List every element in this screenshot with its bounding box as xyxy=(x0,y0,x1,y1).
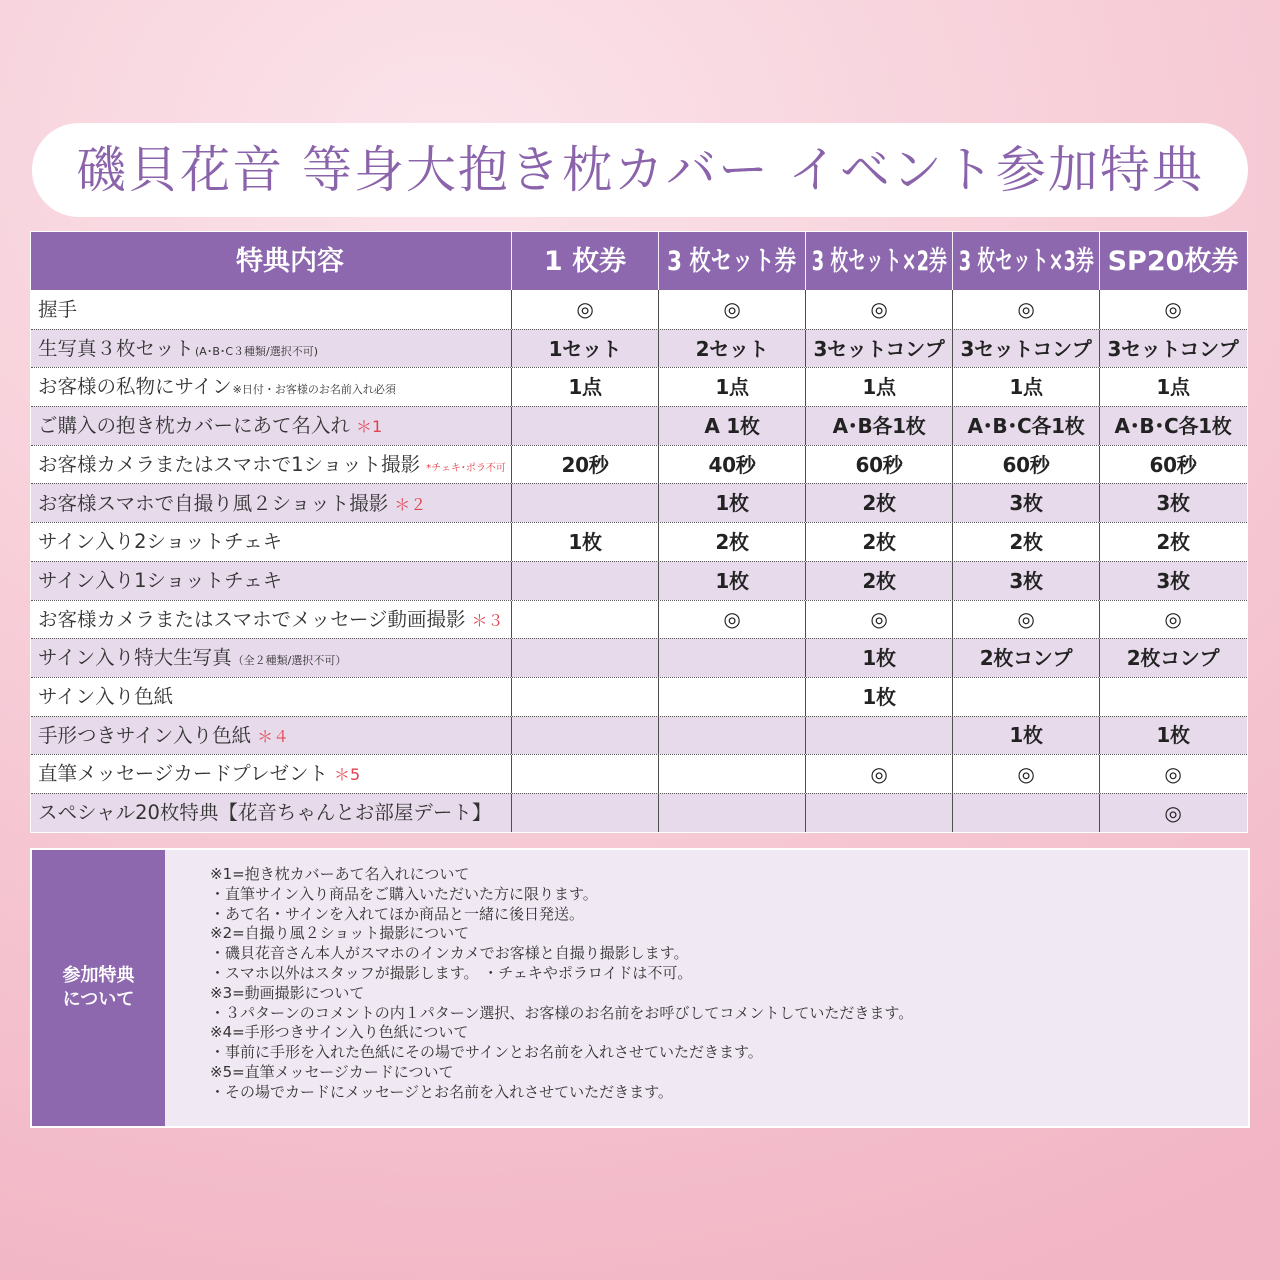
benefit-label-cell xyxy=(31,484,511,522)
header-benefit-content xyxy=(31,232,511,290)
benefit-label-wrap xyxy=(38,648,346,668)
value-3-set: A 1枚 xyxy=(658,407,805,445)
value-3-set-x3: 1点 xyxy=(952,368,1099,406)
benefit-note: ※日付・お客様のお名前入れ必須 xyxy=(232,383,396,397)
benefit-row-message-video xyxy=(31,600,1247,639)
value-3-set-x3: A･B･C各1枚 xyxy=(952,407,1099,445)
benefit-label-cell xyxy=(31,639,511,677)
benefit-label-wrap xyxy=(38,723,290,747)
value-3-set-x2: A･B各1枚 xyxy=(805,407,952,445)
value-sp20: ◎ xyxy=(1099,755,1246,793)
title-banner xyxy=(32,123,1248,217)
value-3-set: 40秒 xyxy=(658,446,805,484)
note-line: ・直筆サイン入り商品をご購入いただいた方に限ります。 xyxy=(210,884,598,903)
note-line: ※3=動画撮影について xyxy=(210,983,365,1002)
benefit-row-personal-item-signature xyxy=(31,367,1247,406)
benefit-label-cell xyxy=(31,523,511,561)
value-3-set-x3 xyxy=(952,678,1099,716)
benefit-label-wrap xyxy=(38,607,504,631)
value-1-ticket: 1点 xyxy=(511,368,658,406)
table-header-row xyxy=(31,232,1247,290)
value-3-set-x2: 60秒 xyxy=(805,446,952,484)
value-3-set xyxy=(658,639,805,677)
benefit-label-wrap xyxy=(38,764,360,784)
value-1-ticket xyxy=(511,678,658,716)
notes-heading-line: 参加特典 xyxy=(62,965,135,986)
benefit-row-one-shot-photo xyxy=(31,445,1247,484)
note-line: ※5=直筆メッセージカードについて xyxy=(210,1062,454,1081)
benefit-note: (A･B･C３種類/選択不可) xyxy=(195,344,319,358)
value-sp20: A･B･C各1枚 xyxy=(1099,407,1246,445)
benefit-note: （全２種類/選択不可） xyxy=(232,654,347,668)
value-3-set-x2: ◎ xyxy=(805,290,952,329)
value-3-set-x3: 3セットコンプ xyxy=(952,330,1099,368)
benefit-label-cell xyxy=(31,562,511,600)
benefit-label-wrap xyxy=(38,416,382,436)
value-3-set-x3: 60秒 xyxy=(952,446,1099,484)
value-3-set-x2: 1枚 xyxy=(805,678,952,716)
benefit-label: スペシャル20枚特典【花音ちゃんとお部屋デート】 xyxy=(38,801,492,825)
value-3-set-x3: ◎ xyxy=(952,290,1099,329)
value-1-ticket: 1枚 xyxy=(511,523,658,561)
value-3-set: 2セット xyxy=(658,330,805,368)
value-3-set-x2 xyxy=(805,794,952,832)
header-label: 特典内容 xyxy=(236,245,344,277)
benefit-label-wrap xyxy=(38,452,506,476)
value-3-set-x3: 2枚コンプ xyxy=(952,639,1099,677)
value-sp20: 60秒 xyxy=(1099,446,1246,484)
benefit-label-cell xyxy=(31,407,511,445)
header-3-set-x2 xyxy=(805,232,952,290)
value-3-set: 1枚 xyxy=(658,484,805,522)
benefit-table xyxy=(30,231,1248,833)
footnote-marker: ＊1 xyxy=(356,417,383,437)
value-sp20: 3枚 xyxy=(1099,562,1246,600)
value-3-set-x2: 1点 xyxy=(805,368,952,406)
benefit-row-signed-two-shot-cheki xyxy=(31,522,1247,561)
value-3-set-x2: 1枚 xyxy=(805,639,952,677)
header-3-set-x3 xyxy=(952,232,1099,290)
footnote-marker: ＊３ xyxy=(471,610,504,630)
note-line: ・スマホ以外はスタッフが撮影します。 ・チェキやポラロイドは不可。 xyxy=(210,963,693,982)
notes-body xyxy=(165,850,1248,1126)
value-3-set: 2枚 xyxy=(658,523,805,561)
benefit-label-cell xyxy=(31,678,511,716)
value-sp20: 3セットコンプ xyxy=(1099,330,1246,368)
value-sp20: 1点 xyxy=(1099,368,1246,406)
benefit-label-cell xyxy=(31,290,511,329)
benefit-label: ご購入の抱き枕カバーにあて名入れ xyxy=(38,414,351,438)
benefit-row-special-room-date xyxy=(31,793,1247,832)
benefit-label-cell xyxy=(31,368,511,406)
benefit-label-wrap xyxy=(38,377,396,397)
benefit-label-cell xyxy=(31,601,511,639)
value-3-set-x3: 3枚 xyxy=(952,562,1099,600)
value-1-ticket xyxy=(511,794,658,832)
benefit-label: サイン入り1ショットチェキ xyxy=(38,568,283,592)
note-line: ・３パターンのコメントの内１パターン選択、お客様のお名前をお呼びしてコメントしていただきます。 xyxy=(210,1003,914,1022)
benefit-label: 直筆メッセージカードプレゼント xyxy=(38,762,328,786)
value-3-set: ◎ xyxy=(658,290,805,329)
value-sp20: ◎ xyxy=(1099,290,1246,329)
benefit-row-signed-shikishi xyxy=(31,677,1247,716)
benefit-label-wrap xyxy=(38,532,282,552)
benefit-label-wrap xyxy=(38,684,174,708)
note-line: ・その場でカードにメッセージとお名前を入れさせていただきます。 xyxy=(210,1082,673,1101)
notes-heading xyxy=(32,850,165,1126)
value-sp20 xyxy=(1099,678,1246,716)
value-3-set-x2: 2枚 xyxy=(805,562,952,600)
footnote-marker: ＊２ xyxy=(394,494,427,514)
benefit-row-selfie-two-shot xyxy=(31,483,1247,522)
benefit-label-cell xyxy=(31,446,511,484)
benefit-label-cell xyxy=(31,755,511,793)
benefit-row-name-writing xyxy=(31,406,1247,445)
header-label: 3 枚セット券 xyxy=(667,245,797,277)
benefit-label-cell xyxy=(31,330,511,368)
benefit-label-wrap xyxy=(38,297,78,321)
value-3-set-x3: 2枚 xyxy=(952,523,1099,561)
value-3-set-x2: ◎ xyxy=(805,755,952,793)
benefit-warning-note: *チェキ･ポラ不可 xyxy=(426,462,506,474)
benefit-label: お客様の私物にサイン xyxy=(38,375,232,399)
value-3-set-x2: 2枚 xyxy=(805,523,952,561)
value-1-ticket: 1セット xyxy=(511,330,658,368)
page-title: 磯貝花音 等身大抱き枕カバー イベント参加特典 xyxy=(76,141,1204,199)
value-1-ticket xyxy=(511,562,658,600)
note-line: ・事前に手形を入れた色紙にその場でサインとお名前を入れさせていただきます。 xyxy=(210,1043,763,1062)
header-label: 3 枚セット×3券 xyxy=(958,245,1094,277)
value-3-set-x3: 1枚 xyxy=(952,717,1099,755)
benefit-row-message-card xyxy=(31,754,1247,793)
header-3-set xyxy=(658,232,805,290)
benefit-label: サイン入り2ショットチェキ xyxy=(38,530,283,554)
note-line: ※4=手形つきサイン入り色紙について xyxy=(210,1023,469,1042)
benefit-label-cell xyxy=(31,794,511,832)
header-label: SP20枚券 xyxy=(1107,245,1239,277)
benefit-row-handprint-shikishi xyxy=(31,716,1247,755)
benefit-label: サイン入り特大生写真 xyxy=(38,646,232,670)
value-1-ticket: ◎ xyxy=(511,290,658,329)
value-3-set xyxy=(658,755,805,793)
value-1-ticket xyxy=(511,484,658,522)
value-sp20: ◎ xyxy=(1099,794,1246,832)
header-label: 1 枚券 xyxy=(543,245,627,277)
benefit-notes-box xyxy=(30,848,1250,1128)
benefit-label: 生写真３枚セット xyxy=(38,336,195,360)
value-3-set: 1枚 xyxy=(658,562,805,600)
value-3-set-x3 xyxy=(952,794,1099,832)
value-3-set-x2 xyxy=(805,717,952,755)
benefit-label: サイン入り色紙 xyxy=(38,684,174,708)
value-3-set-x3: 3枚 xyxy=(952,484,1099,522)
value-sp20: 3枚 xyxy=(1099,484,1246,522)
value-3-set-x2: ◎ xyxy=(805,601,952,639)
header-label: 3 枚セット×2券 xyxy=(811,245,947,277)
benefit-label: お客様スマホで自撮り風２ショット撮影 xyxy=(38,491,389,515)
value-3-set-x2: 3セットコンプ xyxy=(805,330,952,368)
benefit-row-handshake xyxy=(31,290,1247,329)
value-3-set: 1点 xyxy=(658,368,805,406)
value-3-set-x3: ◎ xyxy=(952,755,1099,793)
footnote-marker: ＊5 xyxy=(333,765,361,785)
value-3-set: ◎ xyxy=(658,601,805,639)
note-line: ※2=自撮り風２ショット撮影について xyxy=(210,924,470,943)
benefit-label-wrap xyxy=(38,568,283,592)
value-3-set xyxy=(658,717,805,755)
benefit-label-wrap xyxy=(38,803,491,823)
benefit-label-cell xyxy=(31,717,511,755)
value-1-ticket xyxy=(511,717,658,755)
note-line: ※1=抱き枕カバーあて名入れについて xyxy=(210,865,470,883)
value-3-set-x2: 2枚 xyxy=(805,484,952,522)
value-3-set xyxy=(658,678,805,716)
value-1-ticket xyxy=(511,755,658,793)
benefit-row-signed-one-shot-cheki xyxy=(31,561,1247,600)
value-sp20: 2枚コンプ xyxy=(1099,639,1246,677)
benefit-label-wrap xyxy=(38,491,427,515)
note-line: ・磯貝花音さん本人がスマホのインカメでお客様と自撮り撮影します。 xyxy=(210,944,689,963)
value-3-set xyxy=(658,794,805,832)
benefit-row-large-signed-photo xyxy=(31,638,1247,677)
notes-heading-line: について xyxy=(62,989,135,1010)
value-1-ticket xyxy=(511,639,658,677)
value-sp20: 1枚 xyxy=(1099,717,1246,755)
benefit-label: お客様カメラまたはスマホで1ショット撮影 xyxy=(38,452,421,476)
benefit-label-wrap xyxy=(38,336,319,360)
benefit-label: 手形つきサイン入り色紙 xyxy=(38,723,252,747)
footnote-marker: ＊４ xyxy=(257,726,290,746)
value-1-ticket xyxy=(511,601,658,639)
benefit-label: お客様カメラまたはスマホでメッセージ動画撮影 xyxy=(38,607,466,631)
value-3-set-x3: ◎ xyxy=(952,601,1099,639)
value-sp20: 2枚 xyxy=(1099,523,1246,561)
header-1-ticket xyxy=(511,232,658,290)
value-1-ticket: 20秒 xyxy=(511,446,658,484)
header-sp20 xyxy=(1099,232,1246,290)
benefit-row-photo-set xyxy=(31,329,1247,368)
note-line: ・あて名・サインを入れてほか商品と一緒に後日発送。 xyxy=(210,904,584,923)
value-1-ticket xyxy=(511,407,658,445)
benefit-label: 握手 xyxy=(38,297,78,321)
value-sp20: ◎ xyxy=(1099,601,1246,639)
